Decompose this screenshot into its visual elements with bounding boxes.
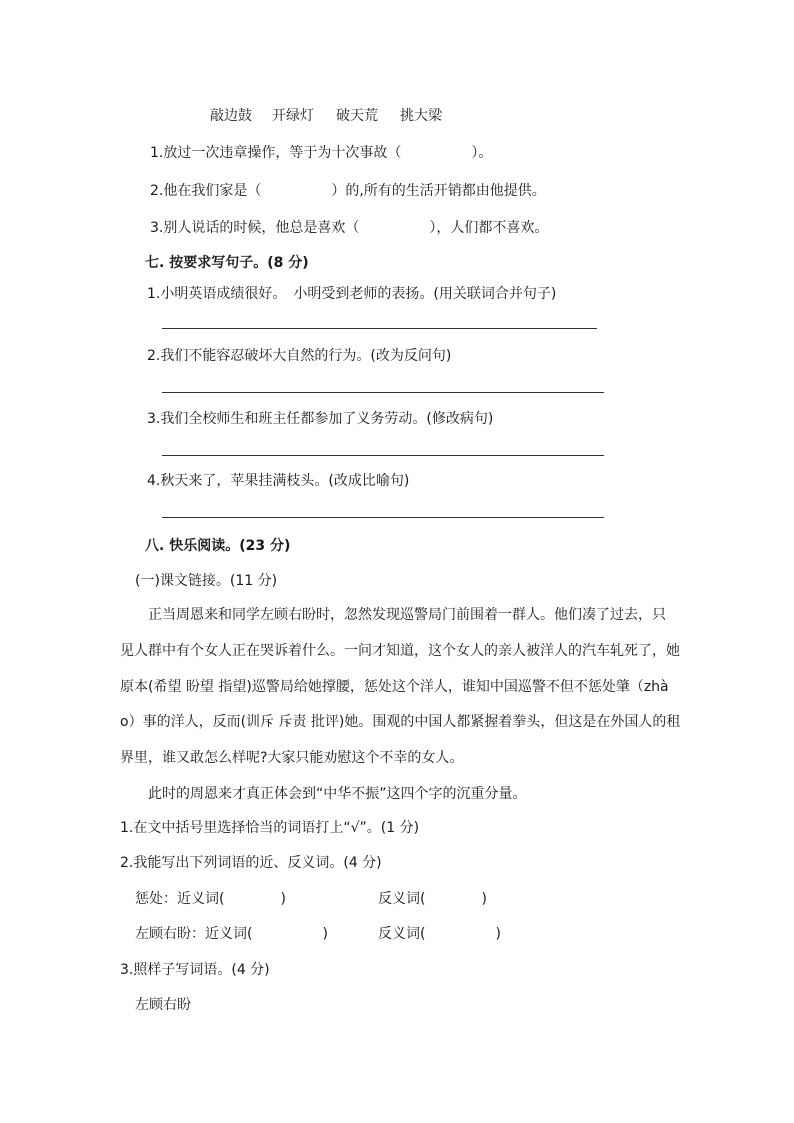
rewrite-question: 1.小明英语成绩很好。 小明受到老师的表扬。(用关联词合并句子) bbox=[147, 286, 557, 302]
section-8-title: 八. 快乐阅读。(23 分) bbox=[145, 538, 291, 554]
reading-question: 1.在文中括号里选择恰当的词语打上“√”。(1 分) bbox=[120, 820, 420, 836]
answer-line[interactable] bbox=[162, 328, 597, 329]
word-bank-item: 敲边鼓 bbox=[210, 108, 252, 124]
antonym-row-right: 反义词( ) bbox=[378, 926, 501, 942]
passage-line: 界里，谁又敢怎么样呢?大家只能劝慰这个不幸的女人。 bbox=[120, 750, 464, 766]
rewrite-question: 3.我们全校师生和班主任都参加了义务劳动。(修改病句) bbox=[147, 411, 494, 427]
word-bank bbox=[210, 107, 442, 125]
word-bank-item: 破天荒 bbox=[336, 108, 378, 124]
passage-line: o）事的洋人，反而(训斥 斥责 批评)她。围观的中国人都紧握着拳头，但这是在外国人的租 bbox=[120, 714, 681, 730]
section-7-title: 七. 按要求写句子。(8 分) bbox=[145, 255, 309, 271]
subsection-title: (一)课文链接。(11 分) bbox=[135, 573, 278, 589]
answer-line[interactable] bbox=[162, 517, 604, 518]
answer-line[interactable] bbox=[162, 392, 604, 393]
fill-blank-question: 3.别人说话的时候，他总是喜欢（ ），人们都不喜欢。 bbox=[150, 220, 549, 236]
fill-blank-question: 1.放过一次违章操作，等于为十次事故（ ）。 bbox=[150, 145, 493, 161]
answer-line[interactable] bbox=[162, 455, 604, 456]
reading-question: 3.照样子写词语。(4 分) bbox=[120, 962, 270, 978]
synonym-row-left: 惩处：近义词( ) bbox=[135, 891, 286, 907]
synonym-row-left: 左顾右盼：近义词( ) bbox=[135, 926, 328, 942]
word-bank-item: 开绿灯 bbox=[272, 108, 314, 124]
antonym-row-right: 反义词( ) bbox=[378, 891, 487, 907]
fill-blank-question: 2.他在我们家是（ ）的,所有的生活开销都由他提供。 bbox=[150, 183, 546, 199]
rewrite-question: 2.我们不能容忍破坏大自然的行为。(改为反问句) bbox=[147, 348, 452, 364]
passage-line: 原本(希望 盼望 指望)巡警局给她撑腰，惩处这个洋人，谁知中国巡警不但不惩处肇（zhà bbox=[120, 679, 669, 695]
reading-question: 2.我能写出下列词语的近、反义词。(4 分) bbox=[120, 855, 382, 871]
rewrite-question: 4.秋天来了，苹果挂满枝头。(改成比喻句) bbox=[147, 473, 410, 489]
passage-line: 见人群中有个女人正在哭诉着什么。一问才知道，这个女人的亲人被洋人的汽车轧死了，她 bbox=[120, 643, 680, 659]
passage-line: 正当周恩来和同学左顾右盼时，忽然发现巡警局门前围着一群人。他们凑了过去，只 bbox=[120, 607, 666, 623]
example-word: 左顾右盼 bbox=[135, 997, 191, 1013]
passage-line: 此时的周恩来才真正体会到“中华不振”这四个字的沉重分量。 bbox=[120, 786, 527, 802]
word-bank-item: 挑大梁 bbox=[400, 108, 442, 124]
